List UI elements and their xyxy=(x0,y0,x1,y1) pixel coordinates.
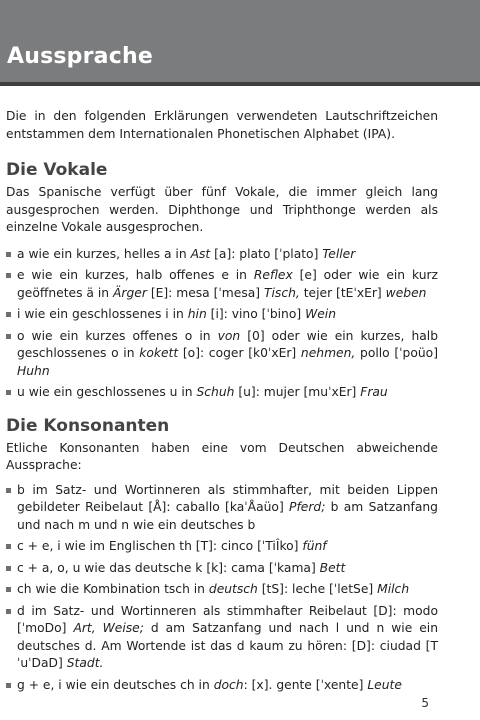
list-item xyxy=(6,560,438,578)
italic-term: Ärger xyxy=(113,285,147,300)
text-segment: g + e, i wie ein deutsches ch in xyxy=(17,677,214,692)
list-item-text xyxy=(17,582,409,596)
italic-term: Schuh xyxy=(196,385,235,399)
list-item xyxy=(6,603,438,673)
italic-term: weben xyxy=(385,285,427,300)
italic-term: doch xyxy=(213,677,244,692)
italic-term: Reflex xyxy=(253,268,293,282)
text-segment: [o]: coger [k0ˈxEr] xyxy=(178,346,301,360)
page-content xyxy=(6,108,438,698)
italic-term: Wein xyxy=(305,307,337,321)
text-segment: o wie ein kurzes offenes o in xyxy=(17,328,218,343)
list-item xyxy=(6,538,438,556)
italic-term: Leute xyxy=(367,677,402,692)
chapter-title: Aussprache xyxy=(7,44,153,69)
text-segment: pollo [ˈpoüo] xyxy=(355,346,438,360)
text-segment: tejer [tEˈxEr] xyxy=(299,285,386,300)
list-item-text xyxy=(17,483,438,532)
section-heading-vowels: Die Vokale xyxy=(6,160,108,180)
list-item xyxy=(6,482,438,535)
italic-term: Ast xyxy=(190,246,211,261)
text-segment: c + e, i wie im Englischen th [T]: cinco [ˈTiÎko] xyxy=(17,539,303,553)
bullet-icon xyxy=(6,544,11,549)
italic-term: Milch xyxy=(377,582,410,596)
bullet-icon xyxy=(6,683,11,688)
italic-term: kokett xyxy=(139,346,179,360)
list-item-text xyxy=(17,604,438,671)
intro-paragraph: Die in den folgenden Erklärungen verwendeten Lautschriftzeichen entstammen dem Internationalen Phonetischen Alphabet (IPA). xyxy=(6,109,438,141)
list-item xyxy=(6,246,438,264)
text-segment: [e] oder wie ein kurz geöffnetes ä in xyxy=(17,268,438,300)
italic-term: Art, Weise; xyxy=(73,621,144,635)
vowel-list xyxy=(6,246,438,402)
text-segment: d am Satzanfang und nach l und n wie ein deutsches d. Am Wortende ist das d kaum zu hören: [D]: ciudad [TˈuˈDaD] xyxy=(17,621,439,670)
text-segment: ch wie die Kombination tsch in xyxy=(17,582,209,596)
text-segment: b im Satz- und Wortinneren als stimmhafter, mit beiden Lippen gebildeter Reibelaut [Å]: caballo [kaˈÅaüo] xyxy=(17,482,438,514)
list-item xyxy=(6,328,438,381)
text-segment: b am Satzanfang und nach m und n wie ein deutsches b xyxy=(17,500,438,532)
list-item-text xyxy=(17,329,438,378)
text-segment: [E]: mesa [ˈmesa] xyxy=(146,285,264,300)
consonant-list xyxy=(6,482,438,695)
italic-term: Stadt. xyxy=(66,656,104,670)
text-segment: [u]: mujer [muˈxEr] xyxy=(234,385,361,399)
text-segment: : [x]. gente [ˈxente] xyxy=(243,677,368,692)
list-item-text xyxy=(17,307,336,321)
bullet-icon xyxy=(6,587,11,592)
italic-term: Huhn xyxy=(17,363,50,378)
chapter-header xyxy=(0,0,480,86)
italic-term: Pferd; xyxy=(289,500,326,514)
bullet-icon xyxy=(6,273,11,278)
section-heading-consonants: Die Konsonanten xyxy=(6,415,170,436)
italic-term: von xyxy=(217,328,241,343)
text-segment: u wie ein geschlossenes u in xyxy=(17,385,197,399)
bullet-icon xyxy=(6,334,11,339)
text-segment: [tS]: leche [ˈletSe] xyxy=(257,582,378,596)
page-number: 5 xyxy=(421,696,429,710)
list-item-text xyxy=(17,247,355,261)
bullet-icon xyxy=(6,312,11,317)
list-item xyxy=(6,384,438,402)
list-item-text xyxy=(17,678,402,692)
text-segment: c + a, o, u wie das deutsche k [k]: cama [ˈkama] xyxy=(17,560,320,575)
vowels-paragraph: Das Spanische verfügt über fünf Vokale, die immer gleich lang ausgesprochen werden. Diphthonge und Triphthonge werden als einzelne Vokale ausgesprochen. xyxy=(6,185,438,234)
list-item-text xyxy=(17,539,327,553)
italic-term: nehmen, xyxy=(300,346,356,360)
list-item-text xyxy=(17,385,388,399)
list-item xyxy=(6,581,438,599)
list-item xyxy=(6,267,438,302)
text-segment: e wie ein kurzes, halb offenes e in xyxy=(17,268,254,282)
text-segment: [i]: vino [ˈbino] xyxy=(206,307,306,321)
italic-term: Frau xyxy=(360,385,388,399)
list-item-text xyxy=(17,268,438,300)
list-item xyxy=(6,677,438,695)
bullet-icon xyxy=(6,390,11,395)
text-segment: i wie ein geschlossenes i in xyxy=(17,307,188,321)
list-item-text xyxy=(17,561,345,575)
bullet-icon xyxy=(6,488,11,493)
list-item xyxy=(6,306,438,324)
bullet-icon xyxy=(6,252,11,257)
bullet-icon xyxy=(6,566,11,571)
italic-term: Tisch, xyxy=(264,285,300,300)
text-segment: [0] oder wie ein kurzes, halb geschlossenes o in xyxy=(17,328,439,360)
consonants-paragraph: Etliche Konsonanten haben eine vom Deutschen abweichende Aussprache: xyxy=(6,440,438,472)
italic-term: fünf xyxy=(302,539,327,553)
italic-term: hin xyxy=(187,307,207,321)
text-segment: a wie ein kurzes, helles a in xyxy=(17,246,191,261)
bullet-icon xyxy=(6,609,11,614)
italic-term: Bett xyxy=(319,560,346,575)
italic-term: deutsch xyxy=(208,582,258,596)
text-segment: d im Satz- und Wortinneren als stimmhafter Reibelaut [D]: modo [ˈmoDo] xyxy=(17,603,438,635)
italic-term: Teller xyxy=(322,246,356,261)
text-segment: [a]: plato [ˈplato] xyxy=(210,246,323,261)
